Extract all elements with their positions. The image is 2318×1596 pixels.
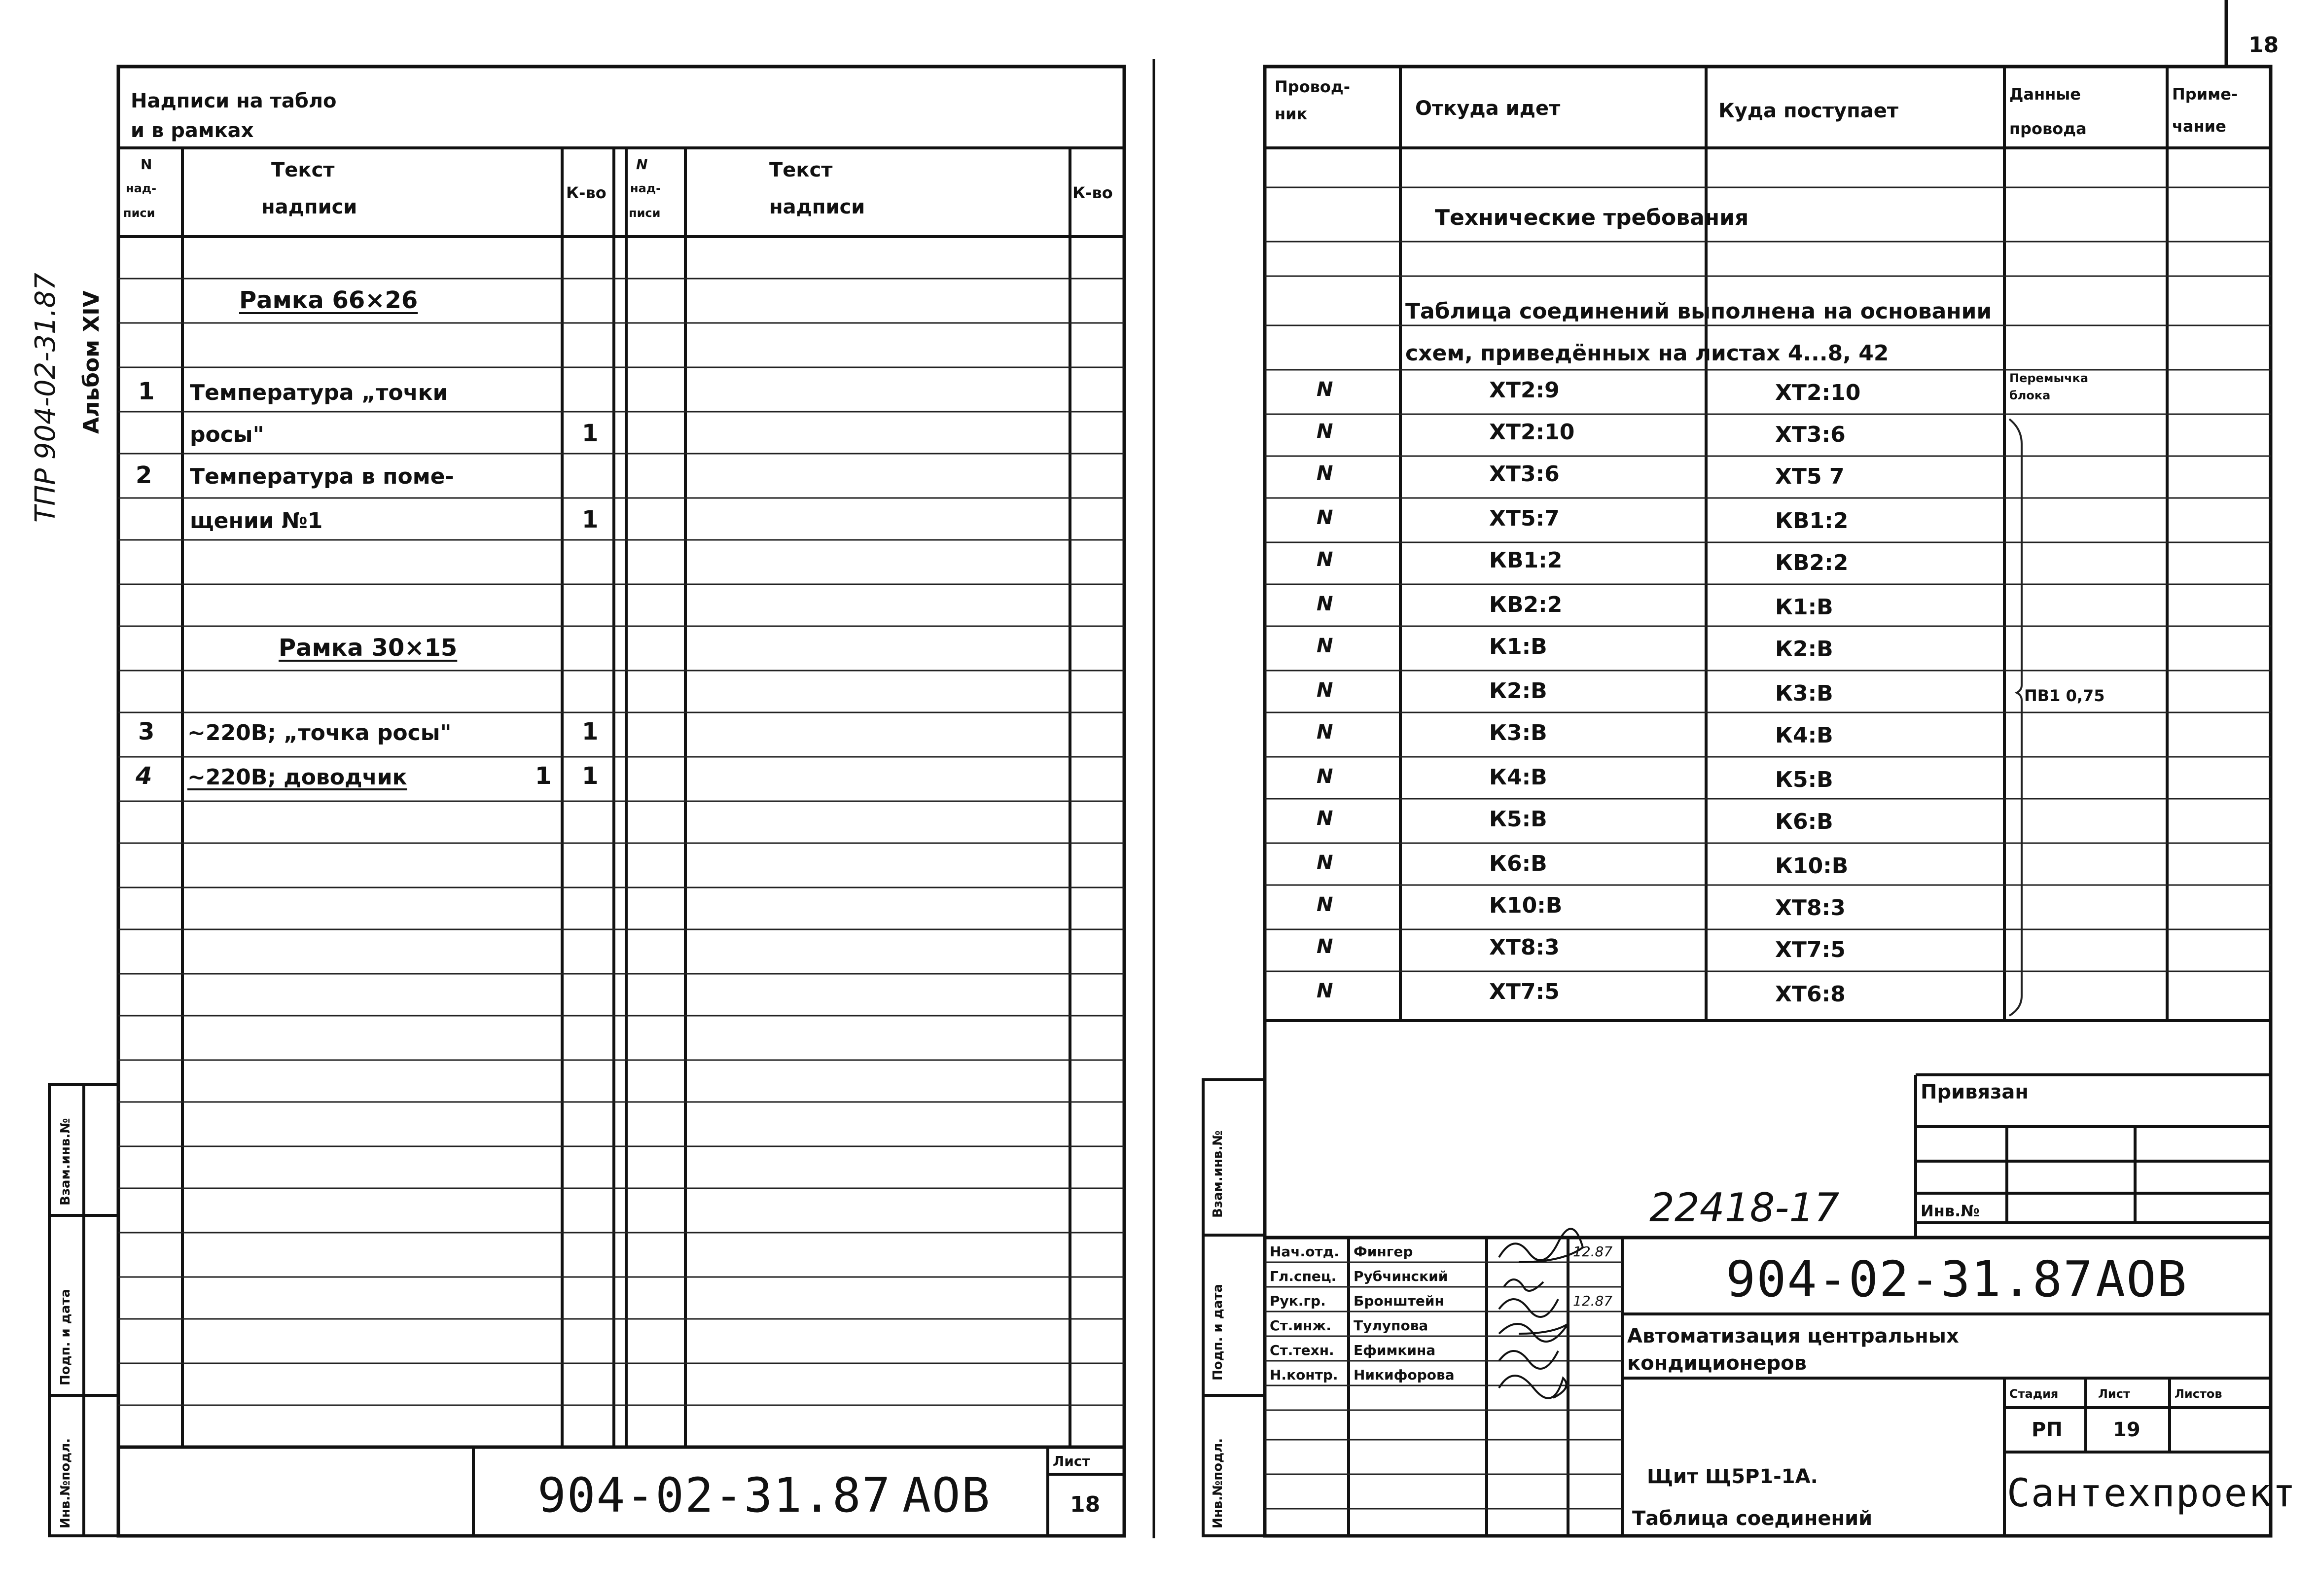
- row2-text: росы": [190, 422, 264, 447]
- right-doc-mark: АОВ: [2096, 1250, 2188, 1308]
- conn-wire: N: [1317, 548, 1333, 571]
- conn-to: XT7:5: [1775, 937, 1846, 962]
- col-text-1: Текст: [271, 159, 335, 181]
- conn-from: К1:В: [1489, 634, 1547, 659]
- conn-to: XT6:8: [1775, 982, 1846, 1007]
- col-num-r3: писи: [629, 206, 661, 220]
- hdr-wire-1: Провод-: [1275, 77, 1351, 96]
- left-doc-code: 904-02-31.87: [537, 1468, 892, 1523]
- conn-wire: N: [1317, 765, 1333, 788]
- conn-to: XT2:10: [1775, 380, 1861, 405]
- stamp-label-2: Подп. и дата: [58, 1289, 73, 1385]
- row5-qty: 1: [582, 718, 599, 745]
- conn-from: К5:В: [1489, 807, 1547, 832]
- project-title-2: кондиционеров: [1627, 1352, 1807, 1375]
- stamp-label-1: Взам.инв.№: [58, 1118, 73, 1206]
- conn-wire: N: [1317, 721, 1333, 744]
- row6-extra: 1: [535, 762, 552, 790]
- staff-name: Фингер: [1354, 1243, 1413, 1260]
- note-line-1: Таблица соединений выполнена на основании: [1405, 299, 1992, 324]
- staff-name: Бронштейн: [1354, 1293, 1444, 1309]
- inv-handwritten: 22418-17: [1649, 1185, 1840, 1231]
- conn-to: КВ2:2: [1775, 550, 1849, 575]
- row5-num: 3: [138, 718, 155, 745]
- conn-to: XT5 7: [1775, 464, 1845, 489]
- conn-wire: N: [1317, 593, 1333, 615]
- hdr-data-1: Данные: [2009, 85, 2081, 104]
- conn-wire: N: [1317, 462, 1333, 485]
- conn-wire: N: [1317, 935, 1333, 958]
- table-name: Таблица соединений: [1632, 1507, 1873, 1530]
- tech-requirements: Технические требования: [1435, 205, 1749, 230]
- conn-to: XT8:3: [1775, 895, 1846, 921]
- privyazan-label: Привязан: [1921, 1081, 2029, 1103]
- staff-role: Ст.инж.: [1270, 1317, 1331, 1334]
- staff-date: 12.87: [1573, 1243, 1613, 1260]
- row4-qty: 1: [582, 506, 599, 533]
- conn-to: КВ1:2: [1775, 508, 1849, 533]
- conn-to: К3:В: [1775, 681, 1833, 706]
- row1-num: 1: [138, 378, 155, 405]
- conn-from: XT5:7: [1489, 506, 1560, 531]
- col-text-2: надписи: [261, 196, 357, 218]
- row2-qty: 1: [582, 420, 599, 447]
- conn-to: К6:В: [1775, 809, 1833, 834]
- conn-wire: N: [1317, 851, 1333, 874]
- row3-num: 2: [136, 461, 152, 489]
- signatures: [1499, 1229, 1583, 1398]
- stage-label: Стадия: [2009, 1387, 2059, 1401]
- conn-to: К10:В: [1775, 853, 1849, 879]
- r-stamp-label-3: Инв.№подл.: [1211, 1438, 1225, 1528]
- conn-wire: N: [1317, 679, 1333, 702]
- row6-num: 4: [136, 762, 152, 790]
- col-num-r2: над-: [630, 181, 661, 195]
- col-num-1: N: [141, 156, 152, 173]
- conn-wire: N: [1317, 807, 1333, 830]
- conn-to: XT3:6: [1775, 422, 1846, 447]
- conn-to: К2:В: [1775, 637, 1833, 662]
- conn-from: КВ1:2: [1489, 548, 1563, 573]
- wire-spec: ПВ1 0,75: [2024, 686, 2105, 705]
- right-doc-code: 904-02-31.87: [1726, 1250, 2094, 1308]
- staff-role: Ст.техн.: [1270, 1342, 1334, 1358]
- staff-name: Ефимкина: [1354, 1342, 1436, 1358]
- col-num-2: над-: [126, 181, 157, 195]
- row6-qty: 1: [582, 762, 599, 790]
- stage-value: РП: [2032, 1419, 2063, 1441]
- side-album: Альбом XIV: [79, 290, 104, 434]
- row4-text: щении №1: [190, 508, 323, 533]
- staff-name: Никифорова: [1354, 1367, 1455, 1383]
- frame1-label: Рамка 66×26: [239, 286, 418, 314]
- conn-from: XT2:10: [1489, 420, 1575, 445]
- col-num-3: писи: [123, 206, 155, 220]
- conn-to: К1:В: [1775, 595, 1833, 620]
- conn-from: XT2:9: [1489, 378, 1560, 403]
- conn-from: КВ2:2: [1489, 592, 1563, 617]
- staff-role: Рук.гр.: [1270, 1293, 1326, 1309]
- hdr-wire-2: ник: [1275, 105, 1308, 123]
- hdr-data-2: провода: [2009, 119, 2087, 138]
- staff-name: Тулупова: [1354, 1317, 1428, 1334]
- jumper-label-2: блока: [2009, 389, 2051, 402]
- hdr-from: Откуда идет: [1415, 97, 1561, 120]
- col-text-r1: Текст: [769, 159, 833, 181]
- side-code: ТПР 904-02-31.87: [30, 273, 62, 523]
- jumper-label-1: Перемычка: [2009, 371, 2089, 385]
- col-text-r2: надписи: [769, 196, 865, 218]
- sheets-label: Листов: [2175, 1387, 2222, 1401]
- frame2-label: Рамка 30×15: [279, 634, 458, 662]
- conn-from: XT7:5: [1489, 979, 1560, 1004]
- conn-wire: N: [1317, 893, 1333, 916]
- sheet-value: 19: [2113, 1419, 2140, 1441]
- staff-role: Гл.спец.: [1270, 1268, 1337, 1284]
- organization: Сантехпроект: [2007, 1471, 2297, 1516]
- sheet-label: Лист: [2098, 1387, 2130, 1401]
- conn-wire: N: [1317, 980, 1333, 1002]
- conn-wire: N: [1317, 635, 1333, 657]
- left-title-line1: Надписи на табло: [131, 90, 337, 112]
- col-qty: К-во: [566, 183, 606, 202]
- hdr-note-2: чание: [2172, 117, 2226, 136]
- staff-role: Нач.отд.: [1270, 1243, 1339, 1260]
- conn-wire: N: [1317, 378, 1333, 401]
- row6-text: ~220В; доводчик: [187, 765, 407, 790]
- project-title-1: Автоматизация центральных: [1627, 1325, 1959, 1348]
- stamp-label-3: Инв.№подл.: [58, 1438, 73, 1528]
- left-doc-mark: АОВ: [902, 1468, 991, 1523]
- conn-to: К4:В: [1775, 723, 1833, 748]
- conn-from: К4:В: [1489, 765, 1547, 790]
- col-num-r1: N: [636, 156, 648, 173]
- hdr-note-1: Приме-: [2172, 85, 2238, 104]
- staff-name: Рубчинский: [1354, 1268, 1448, 1284]
- row5-text: ~220В; „точка росы": [187, 720, 452, 745]
- conn-from: К2:В: [1489, 678, 1547, 704]
- r-stamp-label-1: Взам.инв.№: [1211, 1130, 1225, 1218]
- hdr-to: Куда поступает: [1718, 100, 1899, 122]
- corner-sheet-number: 18: [2248, 33, 2279, 58]
- conn-wire: N: [1317, 420, 1333, 443]
- left-sheet-label: Лист: [1053, 1453, 1090, 1469]
- conn-wire: N: [1317, 506, 1333, 529]
- col-qty-r: К-во: [1072, 183, 1113, 202]
- staff-date: 12.87: [1573, 1293, 1613, 1309]
- row1-text: Температура „точки: [190, 380, 448, 405]
- left-title-line2: и в рамках: [131, 119, 254, 142]
- conn-from: К3:В: [1489, 720, 1547, 745]
- left-sheet-value: 18: [1070, 1492, 1101, 1517]
- panel-line: Щит Щ5Р1-1А.: [1647, 1465, 1818, 1488]
- r-stamp-label-2: Подп. и дата: [1211, 1284, 1225, 1381]
- conn-to: К5:В: [1775, 767, 1833, 792]
- conn-from: К10:В: [1489, 893, 1563, 918]
- note-line-2: схем, приведённых на листах 4...8, 42: [1405, 341, 1889, 366]
- staff-role: Н.контр.: [1270, 1367, 1338, 1383]
- conn-from: XT3:6: [1489, 461, 1560, 487]
- inv-no-label: Инв.№: [1921, 1202, 1980, 1220]
- conn-from: К6:В: [1489, 851, 1547, 876]
- row3-text: Температура в поме-: [190, 464, 454, 489]
- conn-from: XT8:3: [1489, 935, 1560, 960]
